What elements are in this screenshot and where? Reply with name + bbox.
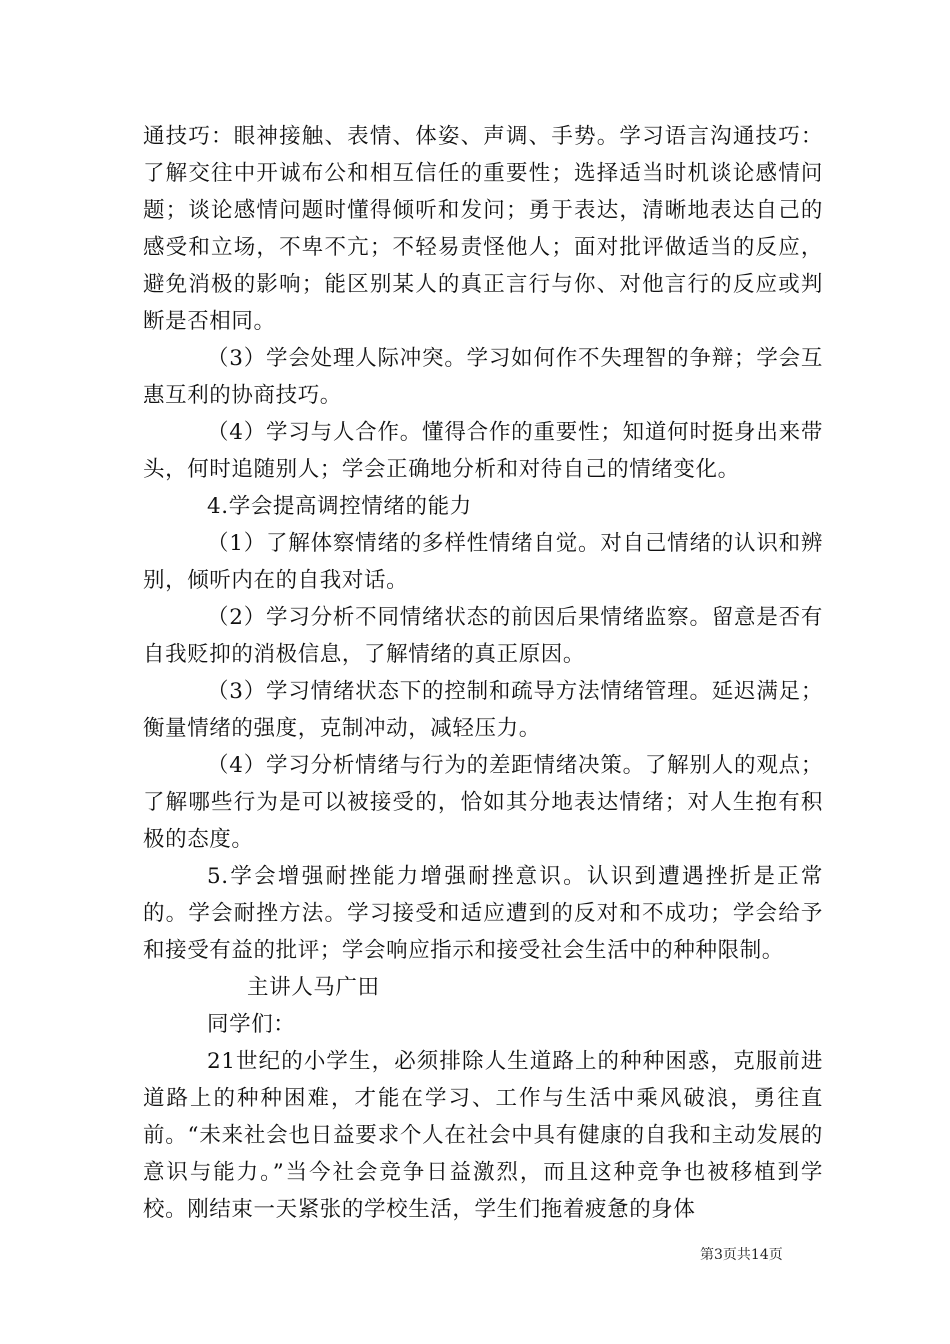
paragraph-emotion-monitoring: （2）学习分析不同情绪状态的前因后果情绪监察。留意是否有自我贬抑的消极信息，了解情绪的真正原因。 bbox=[143, 605, 823, 667]
speaker-line: 主讲人马广田 bbox=[247, 975, 380, 1000]
paragraph-cooperation: （4）学习与人合作。懂得合作的重要性；知道何时挺身出来带头，何时追随别人；学会正确地分析和对待自己的情绪变化。 bbox=[143, 420, 823, 482]
paragraph-communication-skills: 通技巧：眼神接触、表情、体姿、声调、手势。学习语言沟通技巧：了解交往中开诚布公和相互信任的重要性；选择适当时机谈论感情问题；谈论感情问题时懂得倾听和发问；勇于表达，清晰地表达自己的感受和立场，不卑不亢；不轻易责怪他人；面对批评做适当的反应，避免消极的影响；能区别某人的真正言行与你、对他言行的反应或判断是否相同。 bbox=[143, 124, 823, 334]
paragraph-emotion-awareness: （1）了解体察情绪的多样性情绪自觉。对自己情绪的认识和辨别，倾听内在的自我对话。 bbox=[143, 531, 823, 593]
salutation: 同学们： bbox=[207, 1012, 296, 1037]
paragraph-frustration-tolerance: 5.学会增强耐挫能力增强耐挫意识。认识到遭遇挫折是正常的。学会耐挫方法。学习接受和适应遭到的反对和不成功；学会给予和接受有益的批评；学会响应指示和接受社会生活中的种种限制。 bbox=[143, 864, 823, 963]
section-heading-emotion-control: 4.学会提高调控情绪的能力 bbox=[207, 494, 472, 519]
document-body bbox=[143, 118, 823, 1228]
page-number-footer: 第3页共14页 bbox=[700, 1247, 783, 1263]
paragraph-speech-intro: 21世纪的小学生，必须排除人生道路上的种种困惑，克服前进道路上的种种困难，才能在学习、工作与生活中乘风破浪，勇往直前。“未来社会也日益要求个人在社会中具有健康的自我和主动发展的意识与能力。”当今社会竞争日益激烈，而且这种竞争也被移植到学校。刚结束一天紧张的学校生活，学生们拖着疲惫的身体 bbox=[143, 1049, 823, 1222]
paragraph-emotion-management: （3）学习情绪状态下的控制和疏导方法情绪管理。延迟满足；衡量情绪的强度，克制冲动，减轻压力。 bbox=[143, 679, 823, 741]
paragraph-conflict-handling: （3）学会处理人际冲突。学习如何作不失理智的争辩；学会互惠互利的协商技巧。 bbox=[143, 346, 823, 408]
paragraph-emotion-decision: （4）学习分析情绪与行为的差距情绪决策。了解别人的观点；了解哪些行为是可以被接受的，恰如其分地表达情绪；对人生抱有积极的态度。 bbox=[143, 753, 823, 852]
